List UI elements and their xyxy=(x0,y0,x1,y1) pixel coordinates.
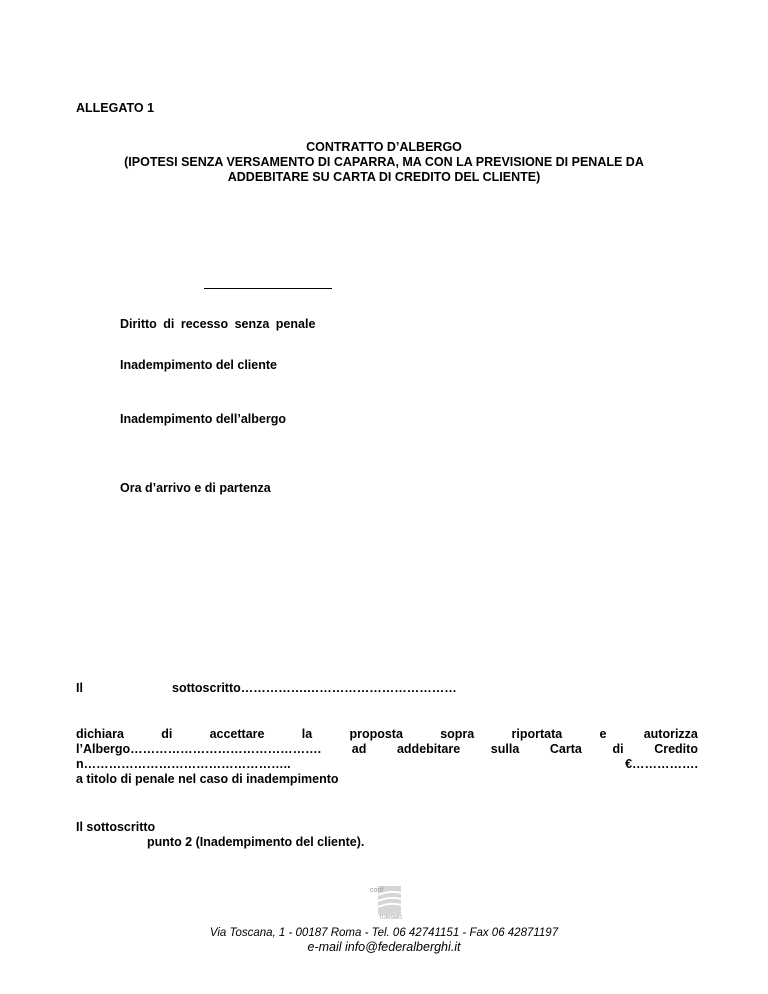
amount-field: €……………. xyxy=(625,757,698,771)
word: Carta xyxy=(549,742,582,756)
word: di xyxy=(612,742,624,756)
contract-title xyxy=(0,140,768,185)
word: autorizza xyxy=(643,727,698,741)
title-line-3: ADDEBITARE SU CARTA DI CREDITO DEL CLIENTE) xyxy=(227,170,541,184)
signature-line-2: punto 2 (Inadempimento del cliente). xyxy=(147,835,365,849)
declaration-row-3 xyxy=(76,757,698,772)
declaration-paragraph xyxy=(76,727,698,787)
word: sopra xyxy=(440,727,475,741)
word: accettare xyxy=(209,727,265,741)
word: Credito xyxy=(654,742,698,756)
word: sulla xyxy=(490,742,520,756)
logo-text-bottom: TURISMO xyxy=(379,915,403,920)
declaration-row-1 xyxy=(76,727,698,742)
declaration-row-2 xyxy=(76,742,698,757)
logo-icon xyxy=(368,884,403,920)
declaration-sottoscritto: sottoscritto…………….……………………………… xyxy=(172,681,457,695)
title-line-2: (IPOTESI SENZA VERSAMENTO DI CAPARRA, MA CON LA PREVISIONE DI PENALE DA xyxy=(124,155,644,169)
annex-label: ALLEGATO 1 xyxy=(76,101,155,115)
signature-line-1: Il sottoscritto xyxy=(76,820,156,834)
section-heading-times: Ora d’arrivo e di partenza xyxy=(120,481,271,495)
word: riportata xyxy=(511,727,563,741)
declaration-row-4: a titolo di penale nel caso di inadempimento xyxy=(76,772,339,786)
word: addebitare xyxy=(396,742,461,756)
word: la xyxy=(301,727,313,741)
section-heading-client-default: Inadempimento del cliente xyxy=(120,358,277,372)
section-heading-withdrawal: Diritto di recesso senza penale xyxy=(120,317,316,331)
section-heading-hotel-default: Inadempimento dell’albergo xyxy=(120,412,286,426)
word: l’Albergo………………………………………. xyxy=(76,742,322,756)
footer-address: Via Toscana, 1 - 00187 Roma - Tel. 06 42741151 - Fax 06 42871197 xyxy=(209,927,559,939)
footer-email: e-mail info@federalberghi.it xyxy=(307,940,461,954)
word: di xyxy=(161,727,173,741)
declaration-il: Il xyxy=(76,681,83,695)
word: proposta xyxy=(349,727,403,741)
card-number-field: n………………………………………….. xyxy=(76,757,291,771)
divider-line xyxy=(204,288,332,289)
logo-text-top: conf xyxy=(370,887,384,894)
title-line-1: CONTRATTO D’ALBERGO xyxy=(306,140,462,154)
confturismo-logo xyxy=(368,884,403,920)
word: dichiara xyxy=(76,727,124,741)
word: ad xyxy=(351,742,367,756)
word: e xyxy=(599,727,607,741)
